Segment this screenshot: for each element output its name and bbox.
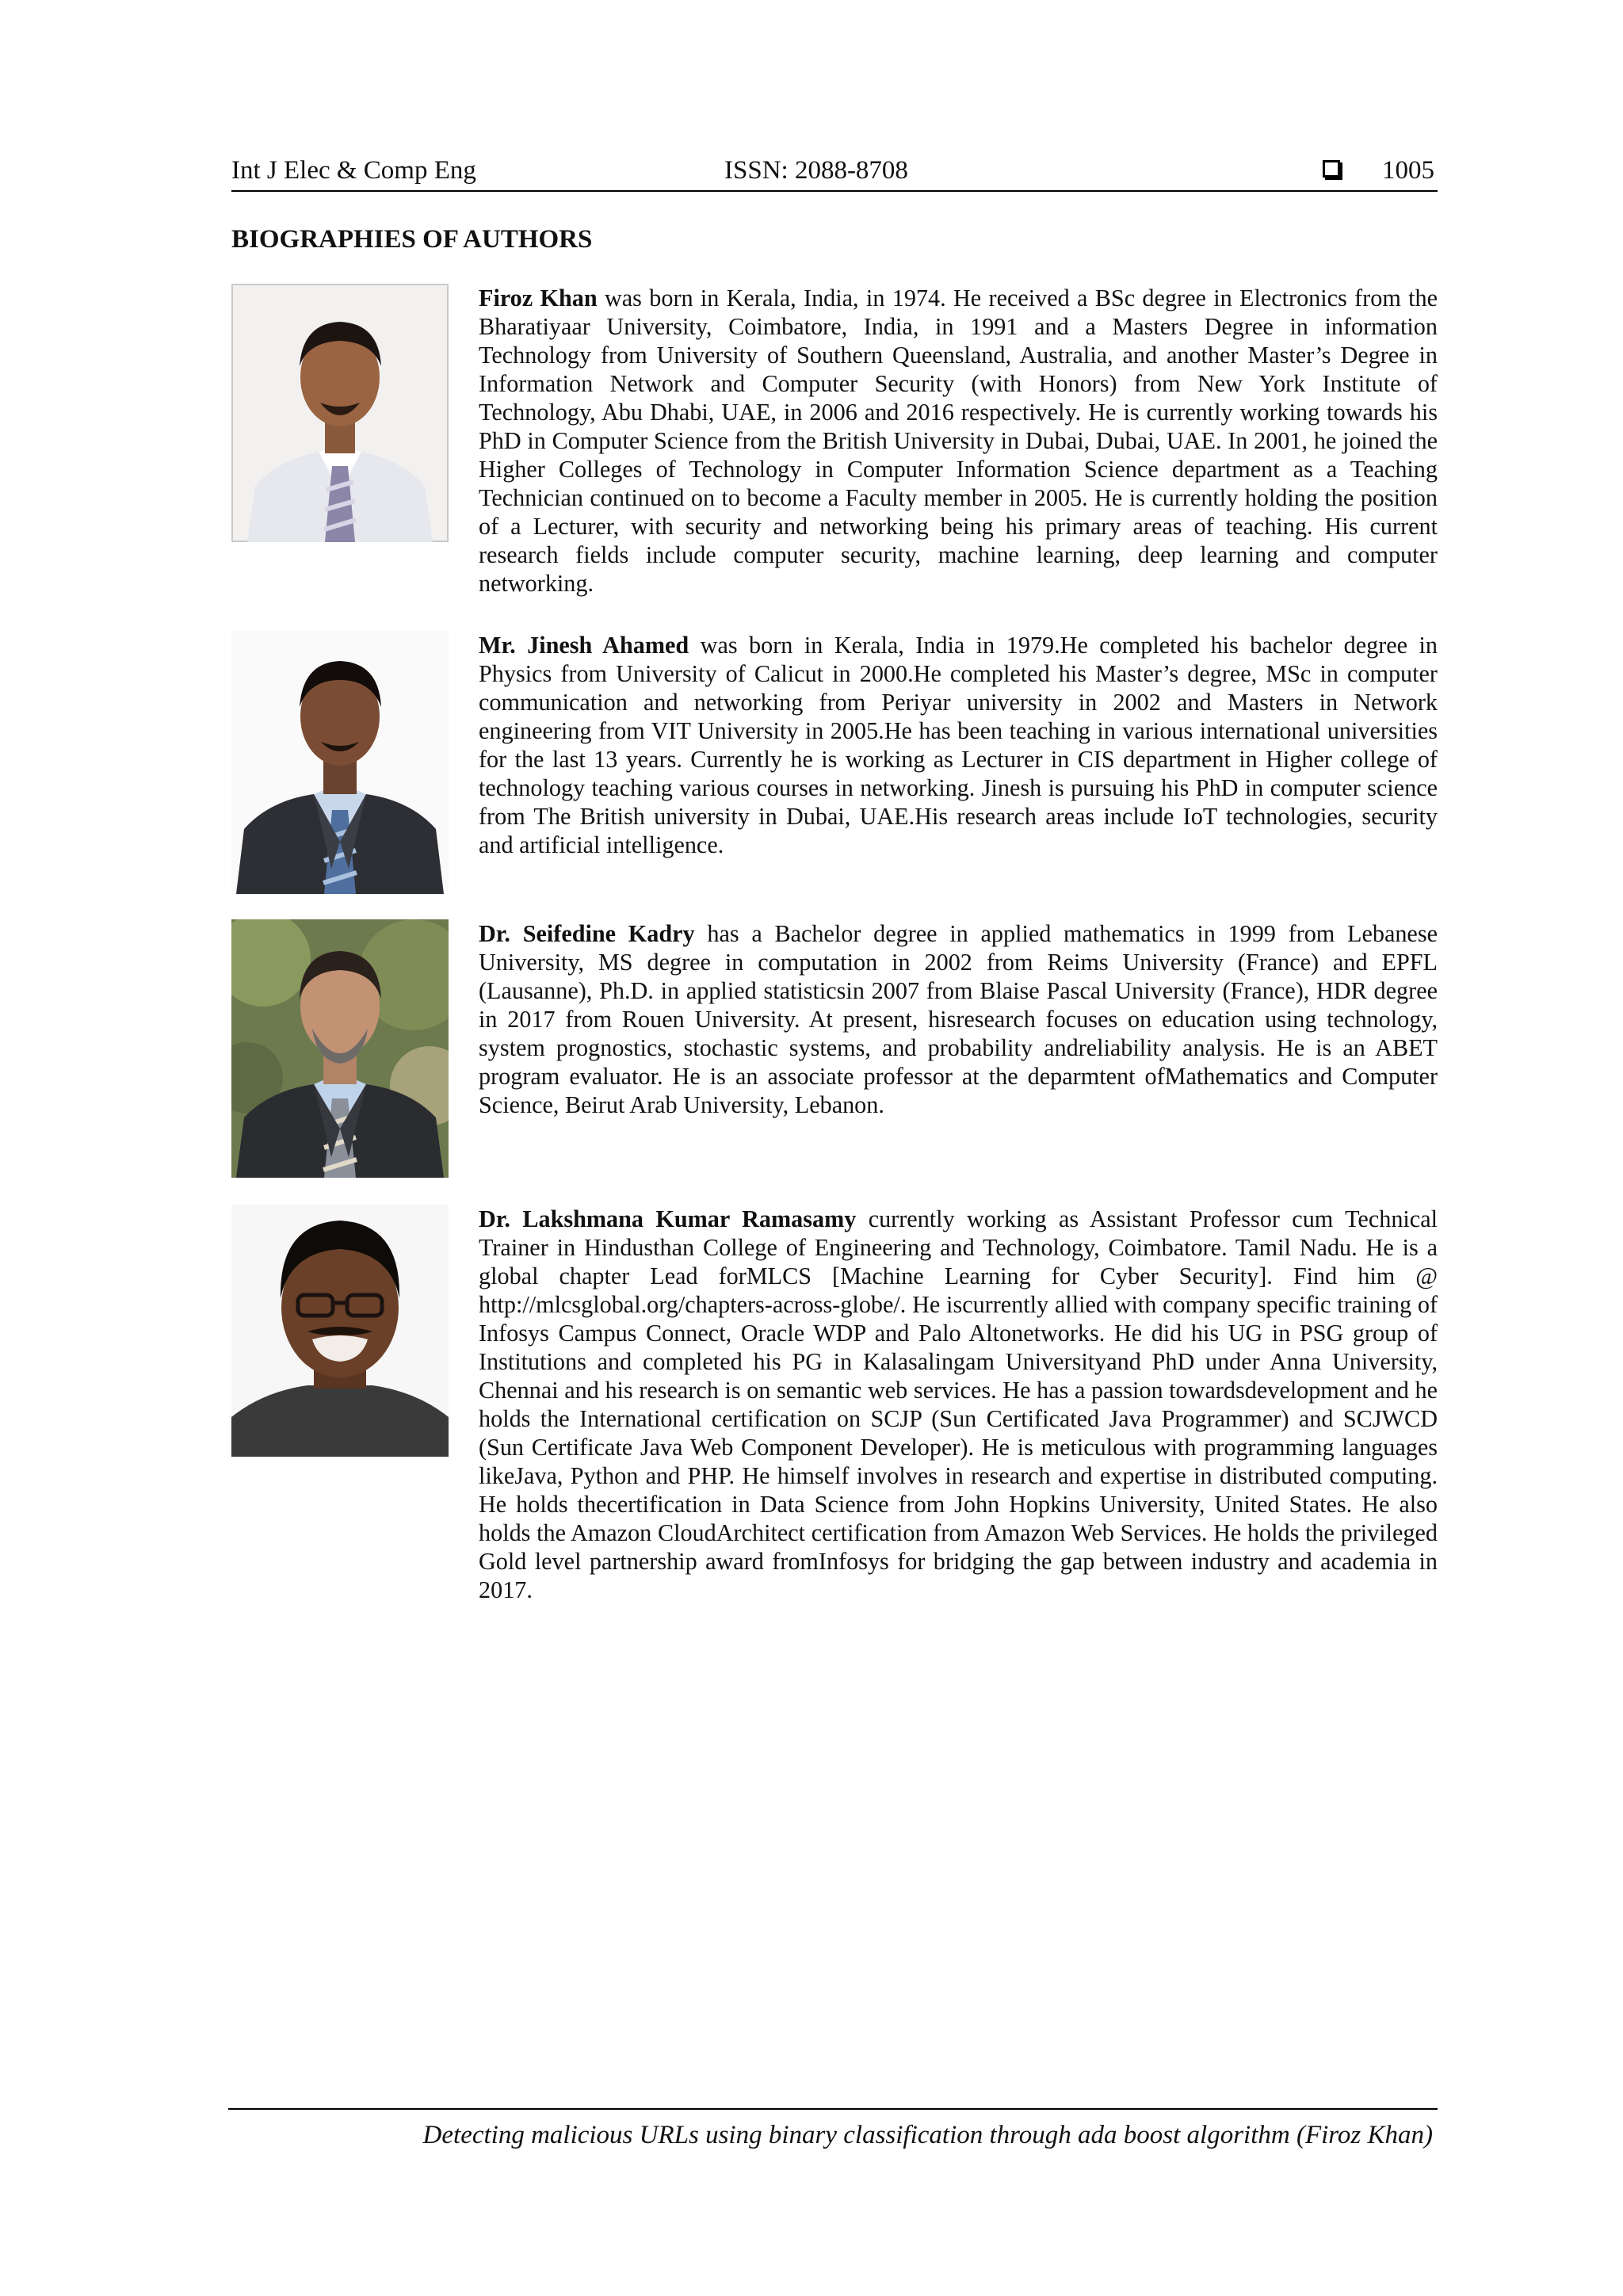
running-footer: [228, 2108, 1438, 2149]
running-header: [231, 151, 1438, 192]
bio-text: [479, 919, 1438, 1119]
portrait-icon: [231, 284, 449, 542]
issn: ISSN: 2088-8708: [724, 156, 908, 185]
bio-text: [479, 284, 1438, 598]
article-title: Detecting malicious URLs using binary classification through ada boost algorithm (Firoz Khan): [422, 2121, 1433, 2149]
author-name: Mr. Jinesh Ahamed: [479, 632, 689, 659]
bio-body: was born in Kerala, India in 1979.He completed his bachelor degree in Physics from University of Calicut in 2000.He completed his Master’s degree, MSc in computer communication and networking from Periyar university in 2002 and Masters in Network engineering from VIT University in 2005.He has been teaching in various international universities for the last 13 years. Currently he is working as Lecturer in CIS department in Higher college of technology teaching various courses in networking. Jinesh is pursuing his PhD in computer science from The British university in Dubai, UAE.His research areas include IoT technologies, security and artificial intelligence.: [479, 632, 1438, 858]
portrait-icon: [231, 631, 449, 894]
checkbox-square-icon: [1323, 160, 1340, 178]
author-name: Dr. Lakshmana Kumar Ramasamy: [479, 1205, 857, 1232]
bio-body: has a Bachelor degree in applied mathematics in 1999 from Lebanese University, MS degree in computation in 2002 from Reims University (France) and EPFL (Lausanne), Ph.D. in applied statisticsin 2007 from Blaise Pascal University (France), HDR degree in 2017 from Rouen University. At present, hisresearch focuses on education using technology, system prognostics, stochastic systems, and probability andreliability analysis. He is an ABET program evaluator. He is an associate professor at the deparmtent ofMathematics and Computer Science, Beirut Arab University, Lebanon.: [479, 920, 1438, 1118]
journal-name: Int J Elec & Comp Eng: [231, 156, 476, 185]
author-photo-jinesh-ahamed: [231, 631, 449, 894]
author-photo-firoz-khan: [231, 284, 449, 542]
bio-text: [479, 631, 1438, 859]
author-name: Dr. Seifedine Kadry: [479, 920, 695, 947]
page-number: 1005: [1382, 156, 1434, 185]
author-name: Firoz Khan: [479, 285, 598, 311]
bio-text: [479, 1205, 1438, 1604]
author-photo-seifedine-kadry: [231, 919, 449, 1178]
bio-body: currently working as Assistant Professor cum Technical Trainer in Hindusthan College of Engineering and Technology, Coimbatore. Tamil Nadu. He is a global chapter Lead forMLCS [Machine Learning for Cyber Security]. Find him @ http://mlcsglobal.org/chapters-across-globe/. He iscurrently allied with company specific training of Infosys Campus Connect, Oracle WDP and Palo Altonetworks. He did his UG in PSG group of Institutions and completed his PG in Kalasalingam Universityand PhD under Anna University, Chennai and his research is on semantic web services. He has a passion towardsdevelopment and he holds the International certification on SCJP (Sun Certificated Java Programmer) and SCJWCD (Sun Certificate Java Web Component Developer). He is meticulous with programming languages likeJava, Python and PHP. He himself involves in research and expertise in distributed computing. He holds thecertification in Data Science from John Hopkins University, United States. He also holds the Amazon CloudArchitect certification from Amazon Web Services. He holds the privileged Gold level partnership award fromInfosys for bridging the gap between industry and academia in 2017.: [479, 1205, 1438, 1603]
section-title: BIOGRAPHIES OF AUTHORS: [231, 225, 593, 254]
author-photo-lakshmana-kumar-ramasamy: [231, 1205, 449, 1457]
bio-body: was born in Kerala, India, in 1974. He received a BSc degree in Electronics from the Bharatiyaar University, Coimbatore, India, in 1991 and a Masters Degree in information Technology from University of Southern Queensland, Australia, and another Master’s Degree in Information Network and Computer Security (with Honors) from New York Institute of Technology, Abu Dhabi, UAE, in 2006 and 2016 respectively. He is currently working towards his PhD in Computer Science from the British University in Dubai, Dubai, UAE. In 2001, he joined the Higher Colleges of Technology in Computer Information Science department as a Teaching Technician continued on to become a Faculty member in 2005. He is currently holding the position of a Lecturer, with security and networking being his primary areas of teaching. His current research fields include computer security, machine learning, deep learning and computer networking.: [479, 285, 1438, 597]
portrait-icon: [231, 1205, 449, 1457]
portrait-icon: [231, 919, 449, 1178]
